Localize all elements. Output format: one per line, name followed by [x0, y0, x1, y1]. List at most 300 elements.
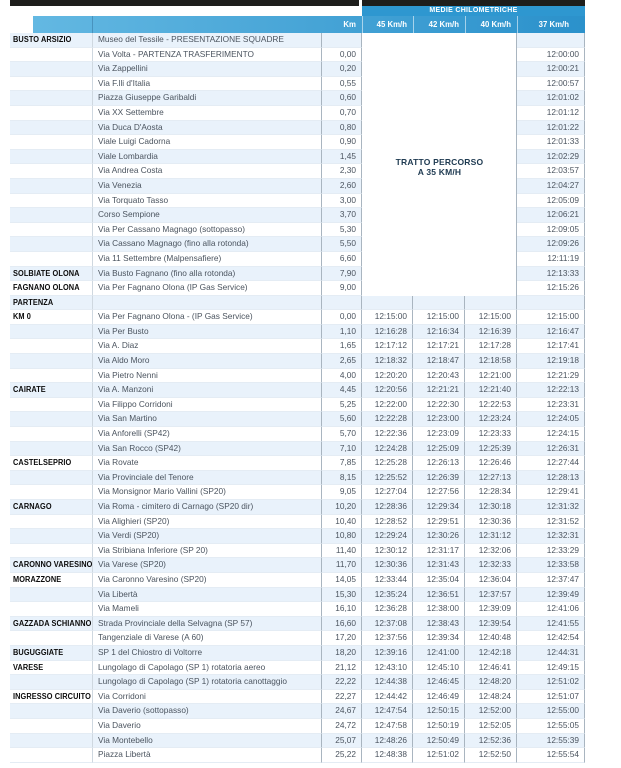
table-row: [10, 704, 585, 719]
time-cell-42kmh: 12:39:34: [413, 631, 465, 646]
locality-cell: [10, 121, 93, 136]
table-row: [10, 62, 585, 77]
street-cell: Corso Sempione: [93, 208, 322, 223]
street-cell: SP 1 del Chiostro di Voltorre: [93, 646, 322, 661]
locality-cell: [10, 588, 93, 603]
km-cell: 1,45: [322, 150, 362, 165]
col-header-40kmh: 40 Km/h: [465, 16, 517, 33]
street-cell: Via A. Diaz: [93, 339, 322, 354]
locality-cell: [10, 194, 93, 209]
table-row: [10, 135, 585, 150]
table-row: [10, 675, 585, 690]
time-cell-42kmh: 12:29:34: [413, 500, 465, 515]
time-cell-37kmh: 12:31:52: [517, 515, 585, 530]
street-cell: Lungolago di Capolago (SP 1) rotatoria canottaggio: [93, 675, 322, 690]
time-cell-45kmh: 12:47:58: [362, 719, 413, 734]
table-row: [10, 383, 585, 398]
locality-cell: [10, 296, 93, 311]
time-cell-40kmh: 12:39:09: [465, 602, 517, 617]
time-cell-37kmh: [517, 33, 585, 48]
street-cell: Via F.lli d'Italia: [93, 77, 322, 92]
km-cell: 18,20: [322, 646, 362, 661]
table-row: [10, 354, 585, 369]
street-cell: Via Daverio (sottopasso): [93, 704, 322, 719]
km-cell: 16,60: [322, 617, 362, 632]
km-cell: 1,10: [322, 325, 362, 340]
locality-cell: [10, 208, 93, 223]
time-cell-42kmh: 12:46:45: [413, 675, 465, 690]
locality-cell: [10, 412, 93, 427]
locality-cell: [10, 398, 93, 413]
table-row: [10, 427, 585, 442]
km-cell: 22,27: [322, 690, 362, 705]
time-cell-37kmh: 12:41:06: [517, 602, 585, 617]
locality-cell: [10, 48, 93, 63]
time-cell-37kmh: 12:55:05: [517, 719, 585, 734]
locality-cell: [10, 427, 93, 442]
km-cell: 3,70: [322, 208, 362, 223]
time-cell-37kmh: 12:03:57: [517, 164, 585, 179]
time-cell-37kmh: 12:00:00: [517, 48, 585, 63]
km-cell: 15,30: [322, 588, 362, 603]
merged-35kmh-cell: [362, 179, 517, 194]
table-row: [10, 500, 585, 515]
street-cell: Lungolago di Capolago (SP 1) rotatoria aereo: [93, 661, 322, 676]
locality-cell: [10, 310, 93, 325]
time-cell-40kmh: 12:21:00: [465, 369, 517, 384]
time-cell-40kmh: 12:48:24: [465, 690, 517, 705]
time-cell-37kmh: 12:17:41: [517, 339, 585, 354]
time-cell-40kmh: 12:52:50: [465, 748, 517, 763]
km-cell: 0,00: [322, 310, 362, 325]
km-cell: 11,70: [322, 558, 362, 573]
table-row: [10, 529, 585, 544]
time-cell-37kmh: 12:22:13: [517, 383, 585, 398]
street-cell: Via Corridoni: [93, 690, 322, 705]
km-cell: 0,00: [322, 48, 362, 63]
time-cell-45kmh: 12:48:26: [362, 734, 413, 749]
km-cell: 22,22: [322, 675, 362, 690]
locality-label: PARTENZA: [13, 297, 54, 307]
km-cell: 16,10: [322, 602, 362, 617]
time-cell-45kmh: 12:28:36: [362, 500, 413, 515]
km-cell: 5,70: [322, 427, 362, 442]
street-cell: Via Roma - cimitero di Carnago (SP20 dir): [93, 500, 322, 515]
time-cell-42kmh: 12:21:21: [413, 383, 465, 398]
locality-cell: [10, 719, 93, 734]
street-cell: Via Caronno Varesino (SP20): [93, 573, 322, 588]
merged-35kmh-cell: [362, 48, 517, 63]
time-cell-40kmh: 12:42:18: [465, 646, 517, 661]
time-cell-37kmh: 12:51:07: [517, 690, 585, 705]
time-cell-40kmh: 12:23:24: [465, 412, 517, 427]
table-row: [10, 325, 585, 340]
locality-cell: [10, 646, 93, 661]
km-cell: 5,30: [322, 223, 362, 238]
tratto-note-line2: A 35 KM/H: [417, 166, 462, 177]
merged-35kmh-cell: [362, 91, 517, 106]
locality-cell: [10, 281, 93, 296]
time-cell-37kmh: 12:37:47: [517, 573, 585, 588]
street-cell: Via Daverio: [93, 719, 322, 734]
time-cell-45kmh: 12:37:56: [362, 631, 413, 646]
time-cell-45kmh: [362, 296, 413, 311]
street-cell: [93, 296, 322, 311]
street-cell: Piazza Giuseppe Garibaldi: [93, 91, 322, 106]
locality-cell: [10, 135, 93, 150]
km-cell: 10,80: [322, 529, 362, 544]
time-cell-45kmh: 12:30:36: [362, 558, 413, 573]
merged-35kmh-cell: [362, 281, 517, 296]
street-cell: Via San Rocco (SP42): [93, 442, 322, 457]
time-cell-45kmh: 12:17:12: [362, 339, 413, 354]
street-cell: Via Varese (SP20): [93, 558, 322, 573]
locality-cell: [10, 164, 93, 179]
time-cell-40kmh: 12:32:33: [465, 558, 517, 573]
locality-cell: [10, 529, 93, 544]
street-cell: Via Busto Fagnano (fino alla rotonda): [93, 267, 322, 282]
km-cell: 24,72: [322, 719, 362, 734]
time-cell-37kmh: 12:28:13: [517, 471, 585, 486]
time-cell-37kmh: 12:27:44: [517, 456, 585, 471]
locality-cell: [10, 106, 93, 121]
time-cell-45kmh: 12:44:38: [362, 675, 413, 690]
time-cell-40kmh: 12:21:40: [465, 383, 517, 398]
locality-cell: [10, 62, 93, 77]
street-cell: Via Anforelli (SP42): [93, 427, 322, 442]
tratto-percorso-note: [362, 158, 517, 177]
km-cell: 21,12: [322, 661, 362, 676]
km-cell: 2,30: [322, 164, 362, 179]
table-row: [10, 456, 585, 471]
table-row: [10, 179, 585, 194]
time-cell-42kmh: 12:35:04: [413, 573, 465, 588]
time-cell-42kmh: 12:25:09: [413, 442, 465, 457]
time-cell-42kmh: 12:17:21: [413, 339, 465, 354]
table-row: [10, 369, 585, 384]
locality-label: INGRESSO CIRCUITO: [13, 691, 91, 701]
time-cell-40kmh: 12:52:05: [465, 719, 517, 734]
time-cell-37kmh: [517, 296, 585, 311]
km-cell: 9,00: [322, 281, 362, 296]
locality-label: CAIRATE: [13, 385, 46, 395]
table-row: [10, 267, 585, 282]
time-cell-42kmh: 12:16:34: [413, 325, 465, 340]
time-cell-37kmh: 12:31:32: [517, 500, 585, 515]
km-cell: 1,65: [322, 339, 362, 354]
street-cell: Via Aldo Moro: [93, 354, 322, 369]
km-cell: 7,90: [322, 267, 362, 282]
street-cell: Via Alighieri (SP20): [93, 515, 322, 530]
locality-label: SOLBIATE OLONA: [13, 268, 80, 278]
time-cell-45kmh: 12:27:04: [362, 485, 413, 500]
km-cell: 14,05: [322, 573, 362, 588]
time-cell-45kmh: 12:18:32: [362, 354, 413, 369]
locality-cell: [10, 544, 93, 559]
table-row: [10, 252, 585, 267]
merged-35kmh-cell: [362, 77, 517, 92]
header-street-spacer: [93, 16, 322, 33]
time-cell-37kmh: 12:33:58: [517, 558, 585, 573]
locality-label: CARNAGO: [13, 502, 52, 511]
locality-cell: [10, 91, 93, 106]
street-cell: Via Filippo Corridoni: [93, 398, 322, 413]
time-cell-45kmh: 12:37:08: [362, 617, 413, 632]
time-cell-40kmh: 12:36:04: [465, 573, 517, 588]
table-row: [10, 544, 585, 559]
time-cell-37kmh: 12:15:00: [517, 310, 585, 325]
table-row: [10, 77, 585, 92]
time-cell-42kmh: 12:26:39: [413, 471, 465, 486]
locality-label: BUSTO ARSIZIO: [13, 35, 72, 44]
merged-35kmh-cell: [362, 135, 517, 150]
table-row: [10, 690, 585, 705]
table-row: [10, 573, 585, 588]
km-cell: 0,60: [322, 91, 362, 106]
table-row: [10, 442, 585, 457]
time-cell-45kmh: 12:24:28: [362, 442, 413, 457]
table-row: [10, 646, 585, 661]
km-cell: 5,50: [322, 237, 362, 252]
time-cell-37kmh: 12:09:05: [517, 223, 585, 238]
time-cell-42kmh: 12:31:17: [413, 544, 465, 559]
street-cell: Museo del Tessile - PRESENTAZIONE SQUADRE: [93, 33, 322, 48]
street-cell: Viale Lombardia: [93, 150, 322, 165]
time-cell-40kmh: 12:32:06: [465, 544, 517, 559]
time-cell-45kmh: 12:47:54: [362, 704, 413, 719]
time-cell-42kmh: 12:27:56: [413, 485, 465, 500]
time-cell-42kmh: 12:46:49: [413, 690, 465, 705]
km-cell: [322, 296, 362, 311]
locality-cell: [10, 631, 93, 646]
km-cell: 3,00: [322, 194, 362, 209]
table-row: [10, 602, 585, 617]
merged-35kmh-cell: [362, 62, 517, 77]
locality-cell: [10, 354, 93, 369]
locality-cell: [10, 442, 93, 457]
km-cell: 11,40: [322, 544, 362, 559]
time-cell-40kmh: 12:26:46: [465, 456, 517, 471]
time-cell-42kmh: 12:18:47: [413, 354, 465, 369]
street-cell: Via Provinciale del Tenore: [93, 471, 322, 486]
table-row: [10, 106, 585, 121]
time-cell-37kmh: 12:33:29: [517, 544, 585, 559]
street-cell: Via Venezia: [93, 179, 322, 194]
time-cell-37kmh: 12:00:57: [517, 77, 585, 92]
time-cell-45kmh: 12:25:52: [362, 471, 413, 486]
col-header-km: Km: [343, 20, 356, 29]
locality-cell: [10, 515, 93, 530]
table-row: [10, 748, 585, 763]
km-cell: [322, 33, 362, 48]
street-cell: Via Mameli: [93, 602, 322, 617]
merged-35kmh-cell: [362, 267, 517, 282]
street-cell: Viale Luigi Cadorna: [93, 135, 322, 150]
table-row: [10, 33, 585, 48]
street-cell: Via Verdi (SP20): [93, 529, 322, 544]
table-row: [10, 558, 585, 573]
time-cell-45kmh: 12:29:24: [362, 529, 413, 544]
time-cell-42kmh: 12:26:13: [413, 456, 465, 471]
locality-label: MORAZZONE: [13, 574, 62, 584]
group-header-medie-chilometriche: MEDIE CHILOMETRICHE: [362, 6, 585, 16]
street-cell: Via A. Manzoni: [93, 383, 322, 398]
time-cell-37kmh: 12:51:02: [517, 675, 585, 690]
km-cell: 0,70: [322, 106, 362, 121]
time-cell-40kmh: 12:23:33: [465, 427, 517, 442]
street-cell: Via San Martino: [93, 412, 322, 427]
time-cell-45kmh: 12:48:38: [362, 748, 413, 763]
time-cell-45kmh: 12:33:44: [362, 573, 413, 588]
time-cell-42kmh: [413, 296, 465, 311]
time-cell-37kmh: 12:42:54: [517, 631, 585, 646]
time-cell-37kmh: 12:13:33: [517, 267, 585, 282]
merged-35kmh-cell: [362, 237, 517, 252]
locality-cell: [10, 33, 93, 48]
table-row: [10, 398, 585, 413]
locality-label: VARESE: [13, 662, 44, 672]
street-cell: Via Duca D'Aosta: [93, 121, 322, 136]
time-cell-45kmh: 12:22:28: [362, 412, 413, 427]
locality-cell: [10, 150, 93, 165]
table-row: [10, 515, 585, 530]
time-cell-42kmh: 12:31:43: [413, 558, 465, 573]
time-cell-40kmh: 12:46:41: [465, 661, 517, 676]
km-cell: 24,67: [322, 704, 362, 719]
time-cell-42kmh: 12:50:49: [413, 734, 465, 749]
time-cell-40kmh: 12:25:39: [465, 442, 517, 457]
km-cell: 5,25: [322, 398, 362, 413]
locality-cell: [10, 748, 93, 763]
km-cell: 2,65: [322, 354, 362, 369]
time-cell-42kmh: 12:41:00: [413, 646, 465, 661]
table-row: [10, 661, 585, 676]
km-cell: 17,20: [322, 631, 362, 646]
km-cell: 0,55: [322, 77, 362, 92]
table-row: [10, 412, 585, 427]
locality-cell: [10, 558, 93, 573]
merged-35kmh-cell: [362, 223, 517, 238]
locality-cell: [10, 602, 93, 617]
time-cell-42kmh: 12:38:43: [413, 617, 465, 632]
merged-35kmh-cell: [362, 106, 517, 121]
street-cell: Via Monsignor Mario Vallini (SP20): [93, 485, 322, 500]
locality-label: GAZZADA SCHIANNO: [13, 618, 92, 628]
table-row: [10, 296, 585, 311]
table-body: [10, 33, 585, 763]
time-cell-45kmh: 12:28:52: [362, 515, 413, 530]
km-cell: 7,10: [322, 442, 362, 457]
table-row: [10, 734, 585, 749]
locality-cell: [10, 704, 93, 719]
merged-35kmh-cell: [362, 194, 517, 209]
time-cell-40kmh: 12:18:58: [465, 354, 517, 369]
cronotabella-table: [10, 0, 585, 768]
time-cell-45kmh: 12:25:28: [362, 456, 413, 471]
column-header-row: [33, 16, 585, 33]
time-cell-37kmh: 12:24:05: [517, 412, 585, 427]
locality-cell: [10, 223, 93, 238]
table-row: [10, 471, 585, 486]
time-cell-45kmh: 12:16:28: [362, 325, 413, 340]
locality-cell: [10, 573, 93, 588]
col-header-45kmh: 45 Km/h: [362, 16, 413, 33]
col-header-37kmh: 37 Km/h: [517, 16, 585, 33]
header-locality-spacer: [33, 16, 93, 33]
locality-label: CASTELSEPRIO: [13, 458, 72, 468]
locality-label: FAGNANO OLONA: [13, 283, 80, 293]
km-cell: 4,45: [322, 383, 362, 398]
time-cell-40kmh: 12:15:00: [465, 310, 517, 325]
locality-cell: [10, 500, 93, 515]
time-cell-40kmh: 12:17:28: [465, 339, 517, 354]
time-cell-40kmh: 12:52:00: [465, 704, 517, 719]
locality-cell: [10, 179, 93, 194]
time-cell-37kmh: 12:23:31: [517, 398, 585, 413]
locality-cell: [10, 734, 93, 749]
time-cell-42kmh: 12:20:43: [413, 369, 465, 384]
street-cell: Piazza Libertà: [93, 748, 322, 763]
table-row: [10, 631, 585, 646]
time-cell-42kmh: 12:50:19: [413, 719, 465, 734]
street-cell: Via Per Cassano Magnago (sottopasso): [93, 223, 322, 238]
street-cell: Via Per Fagnano Olona - (IP Gas Service): [93, 310, 322, 325]
street-cell: Via Stribiana Inferiore (SP 20): [93, 544, 322, 559]
street-cell: Via Volta - PARTENZA TRASFERIMENTO: [93, 48, 322, 63]
time-cell-42kmh: 12:22:30: [413, 398, 465, 413]
time-cell-42kmh: 12:15:00: [413, 310, 465, 325]
km-cell: 6,60: [322, 252, 362, 267]
time-cell-45kmh: 12:20:56: [362, 383, 413, 398]
street-cell: Via Pietro Nenni: [93, 369, 322, 384]
km-cell: 4,00: [322, 369, 362, 384]
time-cell-40kmh: 12:31:12: [465, 529, 517, 544]
time-cell-37kmh: 12:55:39: [517, 734, 585, 749]
km-cell: 9,05: [322, 485, 362, 500]
time-cell-45kmh: 12:35:24: [362, 588, 413, 603]
km-cell: 0,80: [322, 121, 362, 136]
table-row: [10, 48, 585, 63]
time-cell-37kmh: 12:16:47: [517, 325, 585, 340]
street-cell: Via Per Fagnano Olona (IP Gas Service): [93, 281, 322, 296]
time-cell-45kmh: 12:43:10: [362, 661, 413, 676]
time-cell-42kmh: 12:38:00: [413, 602, 465, 617]
table-row: [10, 588, 585, 603]
street-cell: Via Zappellini: [93, 62, 322, 77]
street-cell: Via Libertà: [93, 588, 322, 603]
km-cell: 10,20: [322, 500, 362, 515]
time-cell-37kmh: 12:00:21: [517, 62, 585, 77]
time-cell-37kmh: 12:29:41: [517, 485, 585, 500]
time-cell-42kmh: 12:29:51: [413, 515, 465, 530]
time-cell-37kmh: 12:06:21: [517, 208, 585, 223]
locality-cell: [10, 690, 93, 705]
km-cell: 5,60: [322, 412, 362, 427]
table-row: [10, 485, 585, 500]
km-cell: 0,20: [322, 62, 362, 77]
locality-label: BUGUGGIATE: [13, 647, 64, 657]
street-cell: Via 11 Settembre (Malpensafiere): [93, 252, 322, 267]
locality-cell: [10, 383, 93, 398]
time-cell-37kmh: 12:11:19: [517, 252, 585, 267]
table-row: [10, 91, 585, 106]
time-cell-42kmh: 12:50:15: [413, 704, 465, 719]
street-cell: Via Andrea Costa: [93, 164, 322, 179]
time-cell-37kmh: 12:01:33: [517, 135, 585, 150]
top-divider-bar: [10, 0, 359, 6]
street-cell: Via Montebello: [93, 734, 322, 749]
tratto-note-line1: TRATTO PERCORSO: [395, 157, 484, 167]
